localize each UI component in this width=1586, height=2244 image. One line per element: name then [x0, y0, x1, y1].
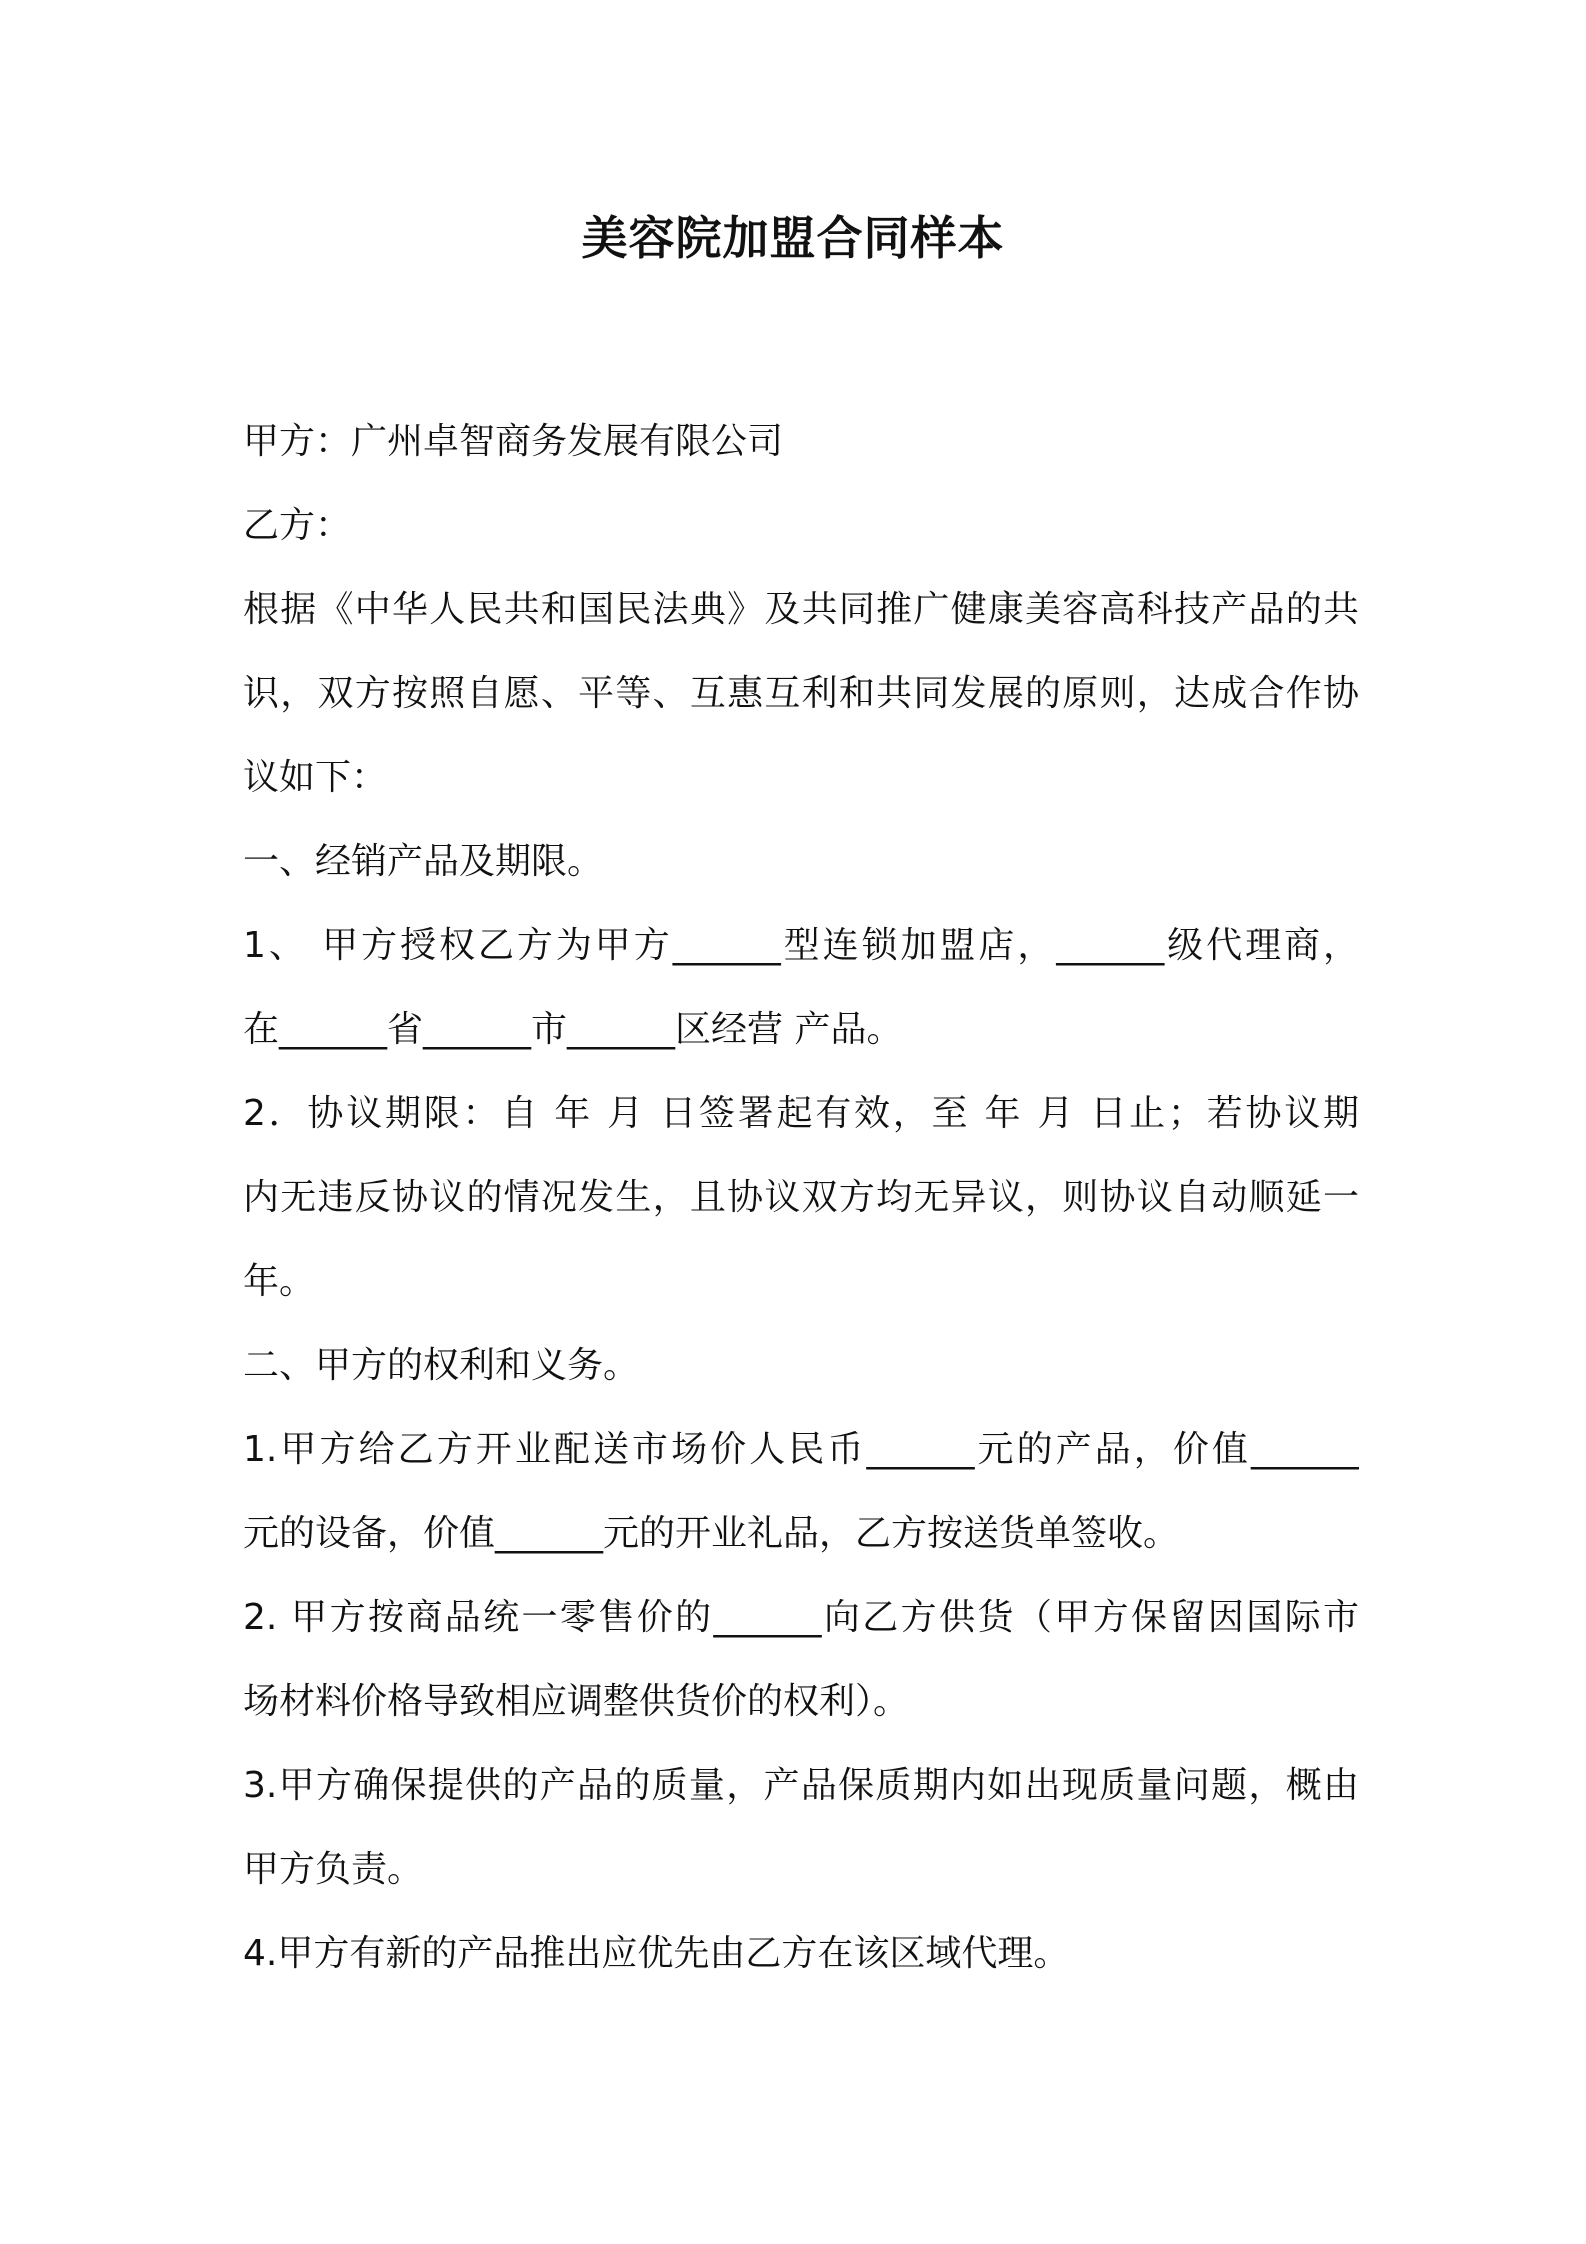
document-body — [243, 400, 1359, 1996]
clause-1-1-line-2: 在______省______市______区经营 产品。 — [243, 1009, 903, 1050]
section-1-heading: 一、经销产品及期限。 — [243, 841, 604, 882]
preamble-line-1: 根据《中华人民共和国民法典》及共同推广健康美容高科技产品的共 — [243, 589, 1359, 630]
clause-2-1-line-2: 元的设备，价值______元的开业礼品，乙方按送货单签收。 — [243, 1513, 1180, 1554]
clause-2-2-line-1: 2. 甲方按商品统一零售价的______向乙方供货（甲方保留因国际市 — [243, 1597, 1359, 1638]
clause-1-1-line-1: 1、 甲方授权乙方为甲方______型连锁加盟店，______级代理商， — [243, 925, 1359, 966]
party-a-line: 甲方：广州卓智商务发展有限公司 — [243, 421, 784, 462]
section-2-heading: 二、甲方的权利和义务。 — [243, 1345, 640, 1386]
clause-2-4-line-1: 4.甲方有新的产品推出应优先由乙方在该区域代理。 — [243, 1933, 1070, 1974]
clause-2-3-line-1: 3.甲方确保提供的产品的质量，产品保质期内如出现质量问题，概由 — [243, 1765, 1359, 1806]
clause-1-2-line-3: 年。 — [243, 1261, 316, 1302]
preamble-line-3: 议如下： — [243, 757, 388, 798]
preamble-line-2: 识，双方按照自愿、平等、互惠互利和共同发展的原则，达成合作协 — [243, 673, 1359, 714]
clause-1-2-line-2: 内无违反协议的情况发生，且协议双方均无异议，则协议自动顺延一 — [243, 1177, 1359, 1218]
clause-2-2-line-2: 场材料价格导致相应调整供货价的权利）。 — [243, 1681, 910, 1722]
clause-1-2-line-1: 2．协议期限：自 年 月 日签署起有效，至 年 月 日止；若协议期 — [243, 1093, 1359, 1134]
clause-2-1-line-1: 1.甲方给乙方开业配送市场价人民币______元的产品，价值______ — [243, 1429, 1359, 1470]
party-b-line: 乙方： — [243, 505, 352, 546]
clause-2-3-line-2: 甲方负责。 — [243, 1849, 424, 1890]
document-title: 美容院加盟合同样本 — [581, 211, 1005, 265]
